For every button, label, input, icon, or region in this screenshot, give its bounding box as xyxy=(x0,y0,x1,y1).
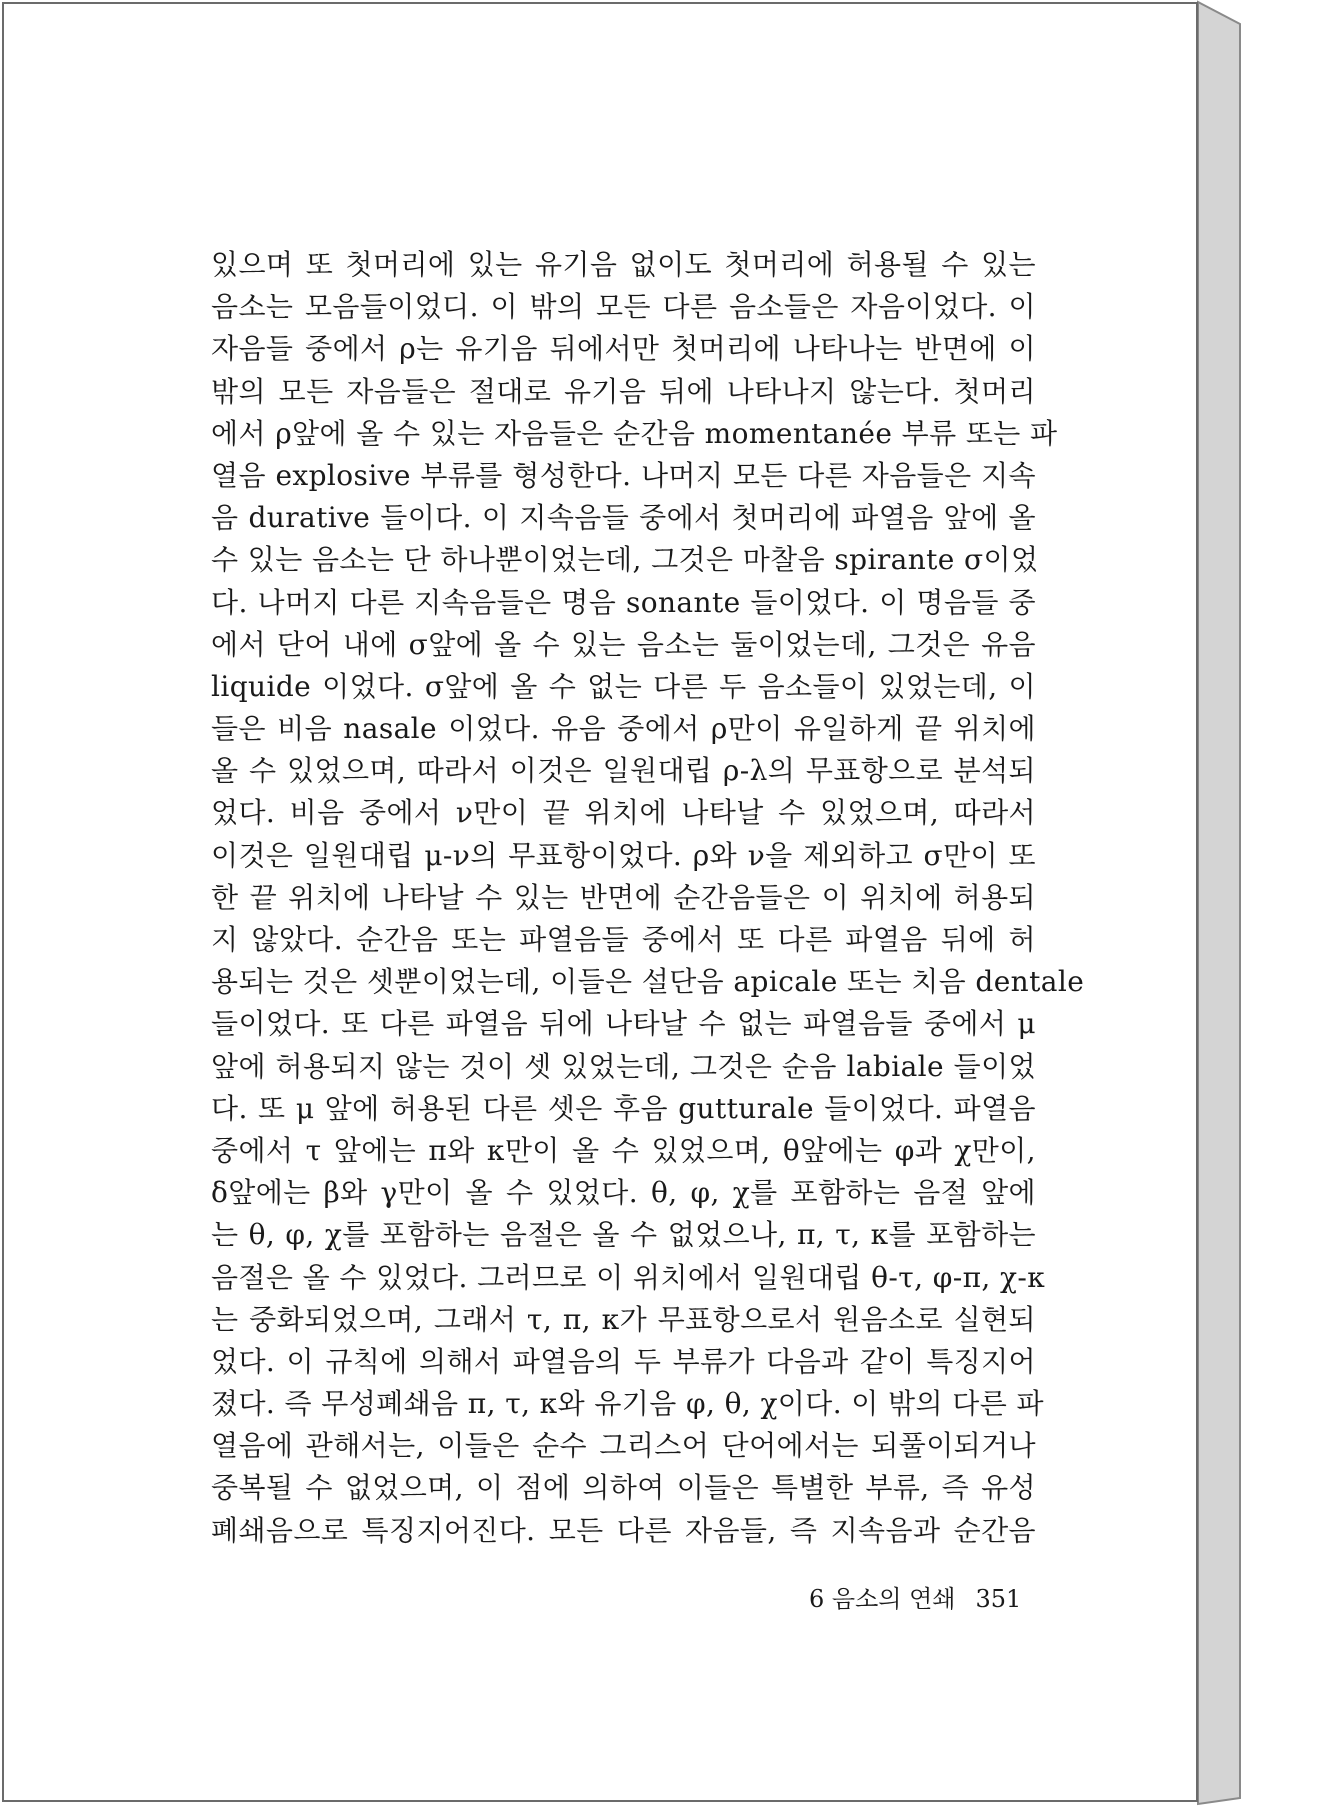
text-line: 다. 나머지 다른 지속음들은 명음 sonante 들이었다. 이 명음들 중 xyxy=(211,585,1036,619)
running-footer xyxy=(809,1577,1029,1621)
text-line: 한 끝 위치에 나타날 수 있는 반면에 순간음들은 이 위치에 허용되 xyxy=(211,880,1036,914)
text-line: 중복될 수 없었으며, 이 점에 의하여 이들은 특별한 부류, 즉 유성 xyxy=(211,1471,1036,1505)
text-line: 열음 explosive 부류를 형성한다. 나머지 모든 다른 자음들은 지속 xyxy=(211,458,1036,492)
text-line: 들은 비음 nasale 이었다. 유음 중에서 ρ만이 유일하게 끝 위치에 xyxy=(211,712,1036,746)
text-line: 는 중화되었으며, 그래서 τ, π, κ가 무표항으로서 원음소로 실현되 xyxy=(211,1302,1036,1336)
text-line: 졌다. 즉 무성폐쇄음 π, τ, κ와 유기음 φ, θ, χ이다. 이 밖의 다른 파 xyxy=(211,1387,1044,1421)
text-line: 있으며 또 첫머리에 있는 유기음 없이도 첫머리에 허용될 수 있는 xyxy=(211,248,1036,281)
text-line: 밖의 모든 자음들은 절대로 유기음 뒤에 나타나지 않는다. 첫머리 xyxy=(211,374,1036,408)
body-text xyxy=(211,244,1085,1552)
text-line: 음 durative 들이다. 이 지속음들 중에서 첫머리에 파열음 앞에 올 xyxy=(211,501,1036,535)
text-line: 에서 ρ앞에 올 수 있는 자음들은 순간음 momentanée 부류 또는 파 xyxy=(211,416,1058,450)
text-line: 올 수 있었으며, 따라서 이것은 일원대립 ρ-λ의 무표항으로 분석되 xyxy=(211,754,1036,788)
page-number: 351 xyxy=(975,1585,1022,1613)
text-line: liquide 이었다. σ앞에 올 수 없는 다른 두 음소들이 있었는데, 이 xyxy=(211,669,1036,703)
text-line: 었다. 비음 중에서 ν만이 끝 위치에 나타날 수 있었으며, 따라서 xyxy=(211,796,1036,830)
text-line: 음소는 모음들이었디. 이 밖의 모든 다른 음소들은 자음이었다. 이 xyxy=(211,290,1036,324)
text-line: 수 있는 음소는 단 하나뿐이었는데, 그것은 마찰음 spirante σ이었 xyxy=(211,543,1039,577)
text-line: 었다. 이 규칙에 의해서 파열음의 두 부류가 다음과 같이 특징지어 xyxy=(211,1344,1036,1378)
text-line: 들이었다. 또 다른 파열음 뒤에 나타날 수 없는 파열음들 중에서 μ xyxy=(211,1007,1036,1041)
text-line: 다. 또 μ 앞에 허용된 다른 셋은 후음 gutturale 들이었다. 파열음 xyxy=(211,1091,1036,1125)
text-line: 열음에 관해서는, 이들은 순수 그리스어 단어에서는 되풀이되거나 xyxy=(211,1429,1036,1463)
page xyxy=(2,2,1198,1802)
text-line: 용되는 것은 셋뿐이었는데, 이들은 설단음 apicale 또는 치음 dentale xyxy=(211,965,1085,999)
text-line: 는 θ, φ, χ를 포함하는 음절은 올 수 없었으나, π, τ, κ를 포함하는 xyxy=(211,1218,1036,1252)
text-line: 중에서 τ 앞에는 π와 κ만이 올 수 있었으며, θ앞에는 φ과 χ만이, xyxy=(211,1133,1036,1167)
footer-section-title: 6 음소의 연쇄 xyxy=(809,1585,956,1613)
text-line: 앞에 허용되지 않는 것이 셋 있었는데, 그것은 순음 labiale 들이었 xyxy=(211,1049,1036,1083)
text-line: 에서 단어 내에 σ앞에 올 수 있는 음소는 둘이었는데, 그것은 유음 xyxy=(211,627,1036,661)
text-line: 폐쇄음으로 특징지어진다. 모든 다른 자음들, 즉 지속음과 순간음 xyxy=(211,1513,1036,1547)
text-line: 자음들 중에서 ρ는 유기음 뒤에서만 첫머리에 나타나는 반면에 이 xyxy=(211,332,1036,366)
text-line: 음절은 올 수 있었다. 그러므로 이 위치에서 일원대립 θ-τ, φ-π, χ-κ xyxy=(211,1260,1046,1294)
text-line: δ앞에는 β와 γ만이 올 수 있었다. θ, φ, χ를 포함하는 음절 앞에 xyxy=(211,1176,1036,1210)
text-line: 이것은 일원대립 μ-ν의 무표항이었다. ρ와 ν을 제외하고 σ만이 또 xyxy=(211,838,1036,872)
text-line: 지 않았다. 순간음 또는 파열음들 중에서 또 다른 파열음 뒤에 허 xyxy=(211,923,1036,956)
